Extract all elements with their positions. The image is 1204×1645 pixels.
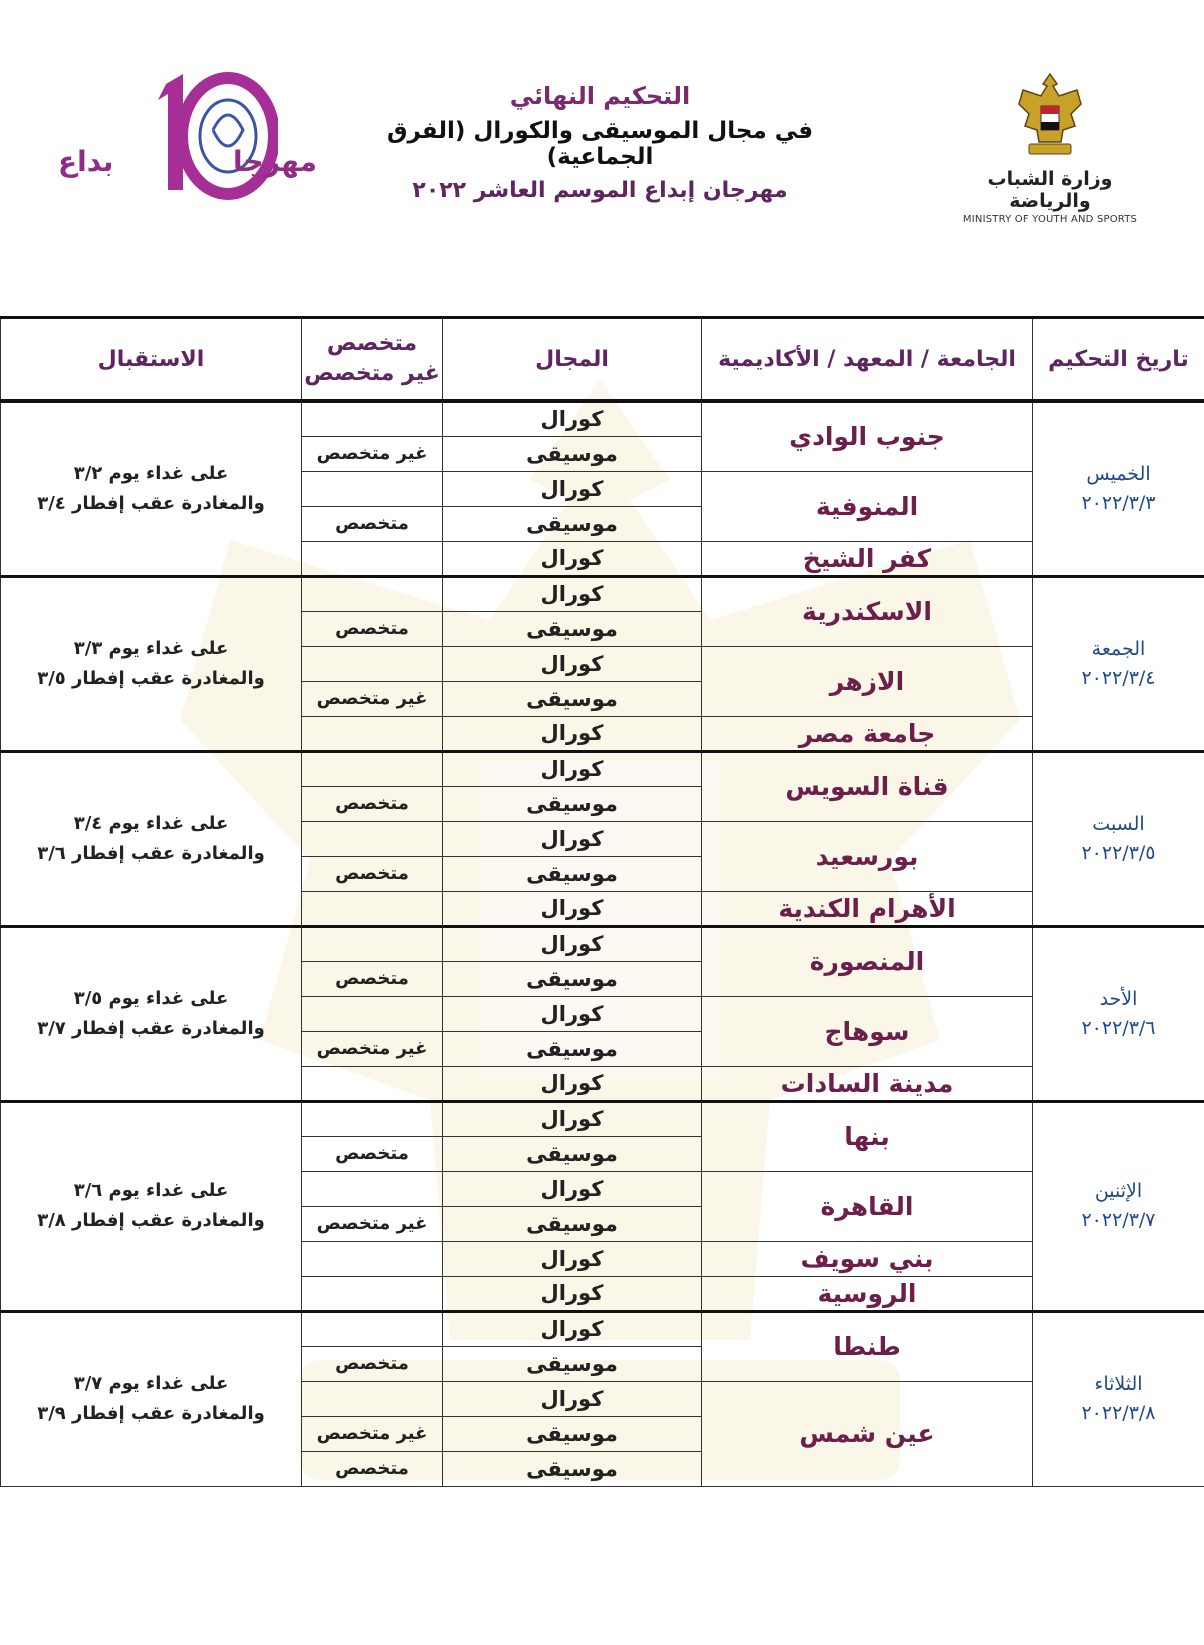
date-label: ٢٠٢٢/٣/٥ <box>1081 841 1156 864</box>
university-cell: الروسية <box>702 1276 1033 1311</box>
field-cell: موسيقى <box>443 1136 702 1171</box>
reception-line: والمغادرة عقب إفطار ٣/٦ <box>37 842 265 864</box>
reception-cell <box>1 576 302 751</box>
field-cell: كورال <box>443 1171 702 1206</box>
university-cell: جنوب الوادي <box>702 401 1033 471</box>
specialist-cell: متخصص <box>302 961 443 996</box>
specialist-cell <box>302 646 443 681</box>
date-label: ٢٠٢٢/٣/٤ <box>1081 666 1156 689</box>
university-cell: جامعة مصر <box>702 716 1033 751</box>
field-cell: كورال <box>443 576 702 611</box>
festival-10-logo-icon <box>128 70 278 205</box>
eagle-emblem-icon <box>1015 70 1085 162</box>
reception-cell <box>1 926 302 1101</box>
date-cell <box>1033 401 1204 576</box>
reception-line: على غداء يوم ٣/٤ <box>73 812 229 834</box>
university-cell: كفر الشيخ <box>702 541 1033 576</box>
field-cell: موسيقى <box>443 1416 702 1451</box>
page-header <box>0 0 1204 300</box>
ministry-name-arabic: وزارة الشباب والرياضة <box>987 168 1113 212</box>
reception-cell <box>1 401 302 576</box>
date-label: ٢٠٢٢/٣/٦ <box>1081 1016 1156 1039</box>
specialist-cell: متخصص <box>302 786 443 821</box>
reception-line: على غداء يوم ٣/٦ <box>73 1180 229 1201</box>
specialist-cell: متخصص <box>302 506 443 541</box>
university-cell: الأهرام الكندية <box>702 891 1033 926</box>
column-header-university: الجامعة / المعهد / الأكاديمية <box>702 318 1033 402</box>
day-label: الإثنين <box>1094 1180 1143 1202</box>
day-label: السبت <box>1092 812 1145 835</box>
field-cell: موسيقى <box>443 611 702 646</box>
university-cell: القاهرة <box>702 1171 1033 1241</box>
field-cell: موسيقى <box>443 436 702 471</box>
field-cell: كورال <box>443 1276 702 1311</box>
university-cell: المنصورة <box>702 926 1033 996</box>
field-cell: كورال <box>443 926 702 961</box>
specialist-cell: متخصص <box>302 1346 443 1381</box>
column-header-specialist-top: متخصص <box>326 331 418 356</box>
specialist-cell <box>302 1381 443 1416</box>
field-cell: كورال <box>443 1101 702 1136</box>
field-cell: كورال <box>443 996 702 1031</box>
date-label: ٢٠٢٢/٣/٣ <box>1081 491 1156 514</box>
date-cell <box>1033 576 1204 751</box>
date-cell <box>1033 751 1204 926</box>
reception-line: على غداء يوم ٣/٧ <box>73 1373 229 1394</box>
field-cell: كورال <box>443 1066 702 1101</box>
reception-line: والمغادرة عقب إفطار ٣/٧ <box>37 1017 265 1039</box>
specialist-cell <box>302 716 443 751</box>
university-cell: الاسكندرية <box>702 576 1033 646</box>
column-header-specialist <box>302 318 443 402</box>
specialist-cell <box>302 471 443 506</box>
specialist-cell <box>302 891 443 926</box>
table-row <box>1 401 1204 436</box>
date-cell <box>1033 1311 1204 1486</box>
table-row <box>1 751 1204 786</box>
specialist-cell <box>302 926 443 961</box>
field-cell: كورال <box>443 541 702 576</box>
specialist-cell: متخصص <box>302 1136 443 1171</box>
reception-line: على غداء يوم ٣/٢ <box>73 462 229 484</box>
reception-line: على غداء يوم ٣/٣ <box>73 637 229 659</box>
field-cell: كورال <box>443 401 702 436</box>
date-label: ٢٠٢٢/٣/٨ <box>1081 1402 1156 1424</box>
ministry-logo-block <box>950 70 1150 225</box>
field-cell: موسيقى <box>443 506 702 541</box>
specialist-cell <box>302 996 443 1031</box>
specialist-cell: متخصص <box>302 1451 443 1486</box>
reception-line: على غداء يوم ٣/٥ <box>73 987 229 1009</box>
university-cell: طنطا <box>702 1311 1033 1381</box>
specialist-cell: غير متخصص <box>302 681 443 716</box>
specialist-cell: متخصص <box>302 611 443 646</box>
table-row <box>1 1311 1204 1346</box>
field-cell: كورال <box>443 716 702 751</box>
reception-cell <box>1 1101 302 1311</box>
field-cell: كورال <box>443 646 702 681</box>
university-cell: بورسعيد <box>702 821 1033 891</box>
field-cell: موسيقى <box>443 1206 702 1241</box>
field-cell: كورال <box>443 1241 702 1276</box>
column-header-reception: الاستقبال <box>1 318 302 402</box>
specialist-cell <box>302 1101 443 1136</box>
day-label: الأحد <box>1099 987 1138 1010</box>
specialist-cell <box>302 401 443 436</box>
specialist-cell <box>302 1171 443 1206</box>
specialist-cell <box>302 1241 443 1276</box>
page-title: التحكيم النهائي <box>509 82 691 110</box>
reception-line: والمغادرة عقب إفطار ٣/٨ <box>37 1210 265 1231</box>
specialist-cell <box>302 821 443 856</box>
university-cell: عين شمس <box>702 1381 1033 1486</box>
day-label: الثلاثاء <box>1094 1373 1143 1395</box>
specialist-cell: غير متخصص <box>302 1031 443 1066</box>
university-cell: المنوفية <box>702 471 1033 541</box>
reception-cell <box>1 1311 302 1486</box>
field-cell: موسيقى <box>443 961 702 996</box>
date-cell <box>1033 1101 1204 1311</box>
specialist-cell <box>302 576 443 611</box>
day-label: الجمعة <box>1091 637 1146 660</box>
table-header-row <box>1 318 1204 402</box>
schedule-table <box>0 316 1204 1487</box>
university-cell: سوهاج <box>702 996 1033 1066</box>
specialist-cell <box>302 1311 443 1346</box>
field-cell: كورال <box>443 891 702 926</box>
university-cell: مدينة السادات <box>702 1066 1033 1101</box>
festival-name: مهرجان إبداع الموسم العاشر ٢٠٢٢ <box>412 178 788 203</box>
university-cell: بنها <box>702 1101 1033 1171</box>
field-cell: موسيقى <box>443 1451 702 1486</box>
field-cell: كورال <box>443 751 702 786</box>
field-cell: موسيقى <box>443 1346 702 1381</box>
university-cell: بني سويف <box>702 1241 1033 1276</box>
document-titles <box>330 82 870 203</box>
date-label: ٢٠٢٢/٣/٧ <box>1081 1209 1156 1231</box>
table-row <box>1 926 1204 961</box>
university-cell: قناة السويس <box>702 751 1033 821</box>
university-cell: الازهر <box>702 646 1033 716</box>
reception-cell <box>1 751 302 926</box>
schedule-body <box>1 401 1204 1486</box>
reception-line: والمغادرة عقب إفطار ٣/٩ <box>37 1403 265 1424</box>
field-cell: كورال <box>443 471 702 506</box>
field-cell: موسيقى <box>443 786 702 821</box>
day-label: الخميس <box>1086 462 1151 485</box>
field-cell: كورال <box>443 1381 702 1416</box>
table-row <box>1 576 1204 611</box>
specialist-cell: غير متخصص <box>302 1416 443 1451</box>
specialist-cell <box>302 541 443 576</box>
reception-line: والمغادرة عقب إفطار ٣/٥ <box>37 667 265 689</box>
specialist-cell: غير متخصص <box>302 436 443 471</box>
field-cell: كورال <box>443 1311 702 1346</box>
specialist-cell <box>302 1066 443 1101</box>
reception-line: والمغادرة عقب إفطار ٣/٤ <box>37 492 265 514</box>
date-cell <box>1033 926 1204 1101</box>
specialist-cell <box>302 1276 443 1311</box>
column-header-specialist-bottom: غير متخصص <box>304 361 440 386</box>
festival-logo <box>58 70 317 210</box>
page-subtitle: في مجال الموسيقى والكورال (الفرق الجماعية) <box>386 118 814 170</box>
specialist-cell <box>302 751 443 786</box>
table-row <box>1 1101 1204 1136</box>
ministry-name-english: MINISTRY OF YOUTH AND SPORTS <box>962 214 1138 225</box>
column-header-field: المجال <box>443 318 702 402</box>
specialist-cell: متخصص <box>302 856 443 891</box>
logo-text-right: مهرجا <box>233 145 317 178</box>
field-cell: موسيقى <box>443 1031 702 1066</box>
field-cell: موسيقى <box>443 681 702 716</box>
logo-text-left: بداع <box>58 145 114 178</box>
field-cell: كورال <box>443 821 702 856</box>
field-cell: موسيقى <box>443 856 702 891</box>
column-header-date: تاريخ التحكيم <box>1033 318 1204 402</box>
specialist-cell: غير متخصص <box>302 1206 443 1241</box>
